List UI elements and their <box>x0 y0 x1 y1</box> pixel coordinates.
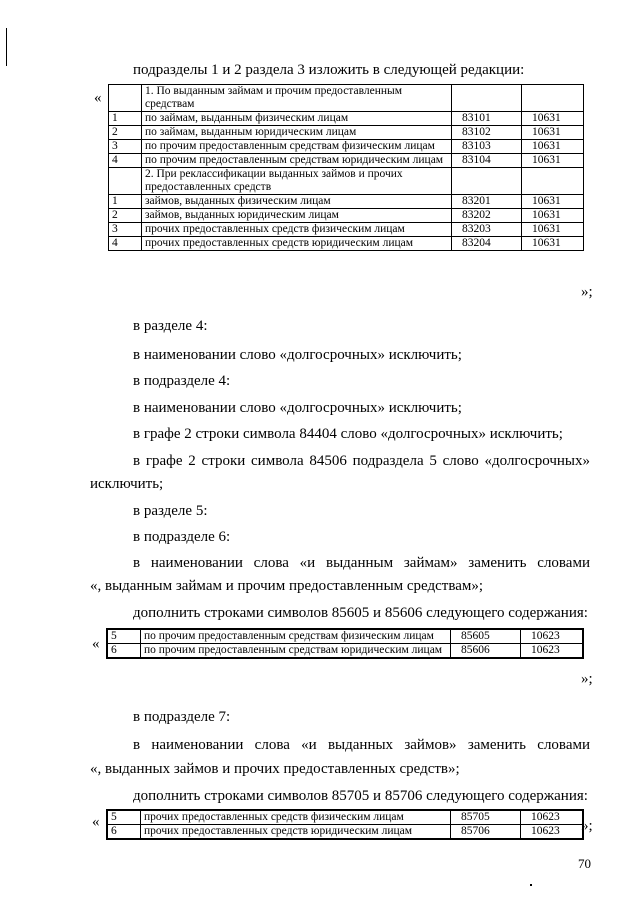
para-replace-2-line1: в наименовании слова «и выданных займов» заменить словами <box>133 737 590 753</box>
row-text: по прочим предоставленным средствам физическим лицам <box>142 140 452 154</box>
row-code <box>522 85 584 112</box>
table-row <box>109 126 584 140</box>
para-replace-1-line2: «, выданным займам и прочим предоставленным средствам»; <box>90 578 484 594</box>
row-symbol: 85706 <box>451 825 521 840</box>
table1-open-quote: « <box>94 90 102 106</box>
row-text: прочих предоставленных средств физическим лицам <box>141 810 451 825</box>
table-row <box>109 209 584 223</box>
table-row <box>109 112 584 126</box>
para-84404: в графе 2 строки символа 84404 слово «долгосрочных» исключить; <box>133 426 563 442</box>
row-text: по займам, выданным юридическим лицам <box>142 126 452 140</box>
para-subsection4: в подразделе 4: <box>133 373 231 389</box>
row-text: прочих предоставленных средств юридическим лицам <box>142 237 452 251</box>
row-number: 6 <box>107 644 141 659</box>
row-number: 5 <box>107 629 141 644</box>
row-symbol: 85605 <box>451 629 521 644</box>
scan-dot <box>530 884 532 886</box>
row-symbol: 83201 <box>452 195 522 209</box>
para-84506-line2: исключить; <box>90 476 164 492</box>
table-row <box>109 195 584 209</box>
row-code: 10631 <box>522 237 584 251</box>
row-number: 6 <box>107 825 141 840</box>
row-code: 10623 <box>521 825 584 840</box>
table-row <box>109 154 584 168</box>
table-row <box>107 810 583 825</box>
row-text: 1. По выданным займам и прочим предоставленным средствам <box>142 85 452 112</box>
table3-close-quote: »; <box>581 818 593 834</box>
row-code <box>522 168 584 195</box>
table2-open-quote: « <box>92 636 100 652</box>
table2-close-quote: »; <box>581 671 593 687</box>
table-row <box>107 644 583 659</box>
para-add-857: дополнить строками символов 85705 и 85706 следующего содержания: <box>133 788 588 804</box>
table3 <box>106 809 584 840</box>
row-code: 10623 <box>521 629 584 644</box>
para-subsection7: в подразделе 7: <box>133 709 231 725</box>
row-code: 10631 <box>522 154 584 168</box>
row-symbol: 83204 <box>452 237 522 251</box>
para-section4: в разделе 4: <box>133 318 208 334</box>
row-text: по займам, выданным физическим лицам <box>142 112 452 126</box>
para-name-remove-1: в наименовании слово «долгосрочных» исключить; <box>133 347 462 363</box>
row-symbol: 85705 <box>451 810 521 825</box>
table-row <box>109 237 584 251</box>
row-symbol: 83101 <box>452 112 522 126</box>
para-replace-1-line1: в наименовании слова «и выданным займам» заменить словами <box>133 555 590 571</box>
row-symbol <box>452 168 522 195</box>
scan-margin-mark <box>6 28 7 66</box>
row-number <box>109 85 142 112</box>
row-number: 5 <box>107 810 141 825</box>
row-text: 2. При реклассификации выданных займов и прочих предоставленных средств <box>142 168 452 195</box>
row-symbol: 83202 <box>452 209 522 223</box>
para-replace-2-line2: «, выданных займов и прочих предоставленных средств»; <box>90 761 460 777</box>
para-name-remove-2: в наименовании слово «долгосрочных» исключить; <box>133 400 462 416</box>
table1 <box>108 84 584 251</box>
intro-line: подразделы 1 и 2 раздела 3 изложить в следующей редакции: <box>133 62 525 78</box>
row-code: 10631 <box>522 112 584 126</box>
table-row <box>109 85 584 112</box>
table1-body <box>109 85 584 251</box>
row-text: по прочим предоставленным средствам физическим лицам <box>141 629 451 644</box>
row-code: 10631 <box>522 126 584 140</box>
row-number: 4 <box>109 237 142 251</box>
row-text: займов, выданных юридическим лицам <box>142 209 452 223</box>
row-code: 10623 <box>521 644 584 659</box>
row-code: 10631 <box>522 195 584 209</box>
para-subsection6: в подразделе 6: <box>133 529 231 545</box>
row-text: займов, выданных физическим лицам <box>142 195 452 209</box>
row-number: 3 <box>109 140 142 154</box>
row-number <box>109 168 142 195</box>
table-row <box>107 629 583 644</box>
row-text: по прочим предоставленным средствам юридическим лицам <box>142 154 452 168</box>
row-code: 10631 <box>522 140 584 154</box>
row-symbol <box>452 85 522 112</box>
para-84506-line1: в графе 2 строки символа 84506 подраздела 5 слово «долгосрочных» <box>133 453 590 469</box>
row-number: 1 <box>109 112 142 126</box>
row-number: 2 <box>109 209 142 223</box>
row-symbol: 85606 <box>451 644 521 659</box>
row-symbol: 83103 <box>452 140 522 154</box>
row-symbol: 83104 <box>452 154 522 168</box>
row-number: 4 <box>109 154 142 168</box>
table-row <box>109 140 584 154</box>
row-text: по прочим предоставленным средствам юридическим лицам <box>141 644 451 659</box>
row-number: 1 <box>109 195 142 209</box>
row-number: 2 <box>109 126 142 140</box>
table-row <box>109 168 584 195</box>
table-row <box>107 825 583 840</box>
table3-body <box>107 810 583 839</box>
table2-body <box>107 629 583 658</box>
table1-close-quote: »; <box>581 284 593 300</box>
row-code: 10631 <box>522 209 584 223</box>
row-code: 10623 <box>521 810 584 825</box>
table3-open-quote: « <box>92 814 100 830</box>
row-text: прочих предоставленных средств юридическим лицам <box>141 825 451 840</box>
row-symbol: 83102 <box>452 126 522 140</box>
page-number: 70 <box>578 856 591 871</box>
table-row <box>109 223 584 237</box>
row-number: 3 <box>109 223 142 237</box>
row-symbol: 83203 <box>452 223 522 237</box>
row-text: прочих предоставленных средств физическим лицам <box>142 223 452 237</box>
row-code: 10631 <box>522 223 584 237</box>
para-add-856: дополнить строками символов 85605 и 85606 следующего содержания: <box>133 605 588 621</box>
para-section5: в разделе 5: <box>133 503 208 519</box>
table2 <box>106 628 584 659</box>
